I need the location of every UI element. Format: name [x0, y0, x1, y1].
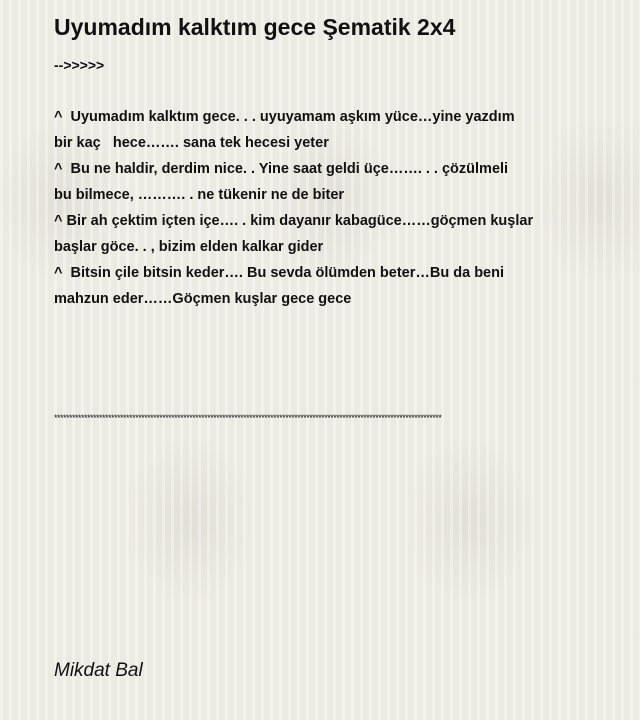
poem-line: bir kaç hece……. sana tek hecesi yeter — [54, 135, 329, 151]
poem-line: mahzun eder……Göçmen kuşlar gece gece — [54, 291, 352, 307]
poem-line: ^ Bu ne haldir, derdim nice. . Yine saat geldi üçe……. . . çözülmeli — [54, 161, 509, 177]
poem-line: ^ Bitsin çile bitsin keder…. Bu sevda ölümden beter…Bu da beni — [54, 265, 505, 281]
poem-line: ^ Uyumadım kalktım gece. . . uyuyamam aşkım yüce…yine yazdım — [54, 109, 515, 125]
poem-line: ^ Bir ah çektim içten içe…. . kim dayanır kabagüce……göçmen kuşlar — [54, 213, 534, 229]
asterisk-separator: ********************************************************************************************************************************* — [54, 413, 442, 423]
poem-line: başlar göce. . , bizim elden kalkar gider — [54, 239, 324, 255]
arrow-marker: -->>>>> — [54, 57, 105, 73]
poem-body — [54, 104, 614, 312]
poem-line: bu bilmece, ………. . ne tükenir ne de biter — [54, 187, 345, 203]
author-name: Mikdat Bal — [54, 660, 143, 681]
poem-title: Uyumadım kalktım gece Şematik 2x4 — [54, 14, 456, 40]
